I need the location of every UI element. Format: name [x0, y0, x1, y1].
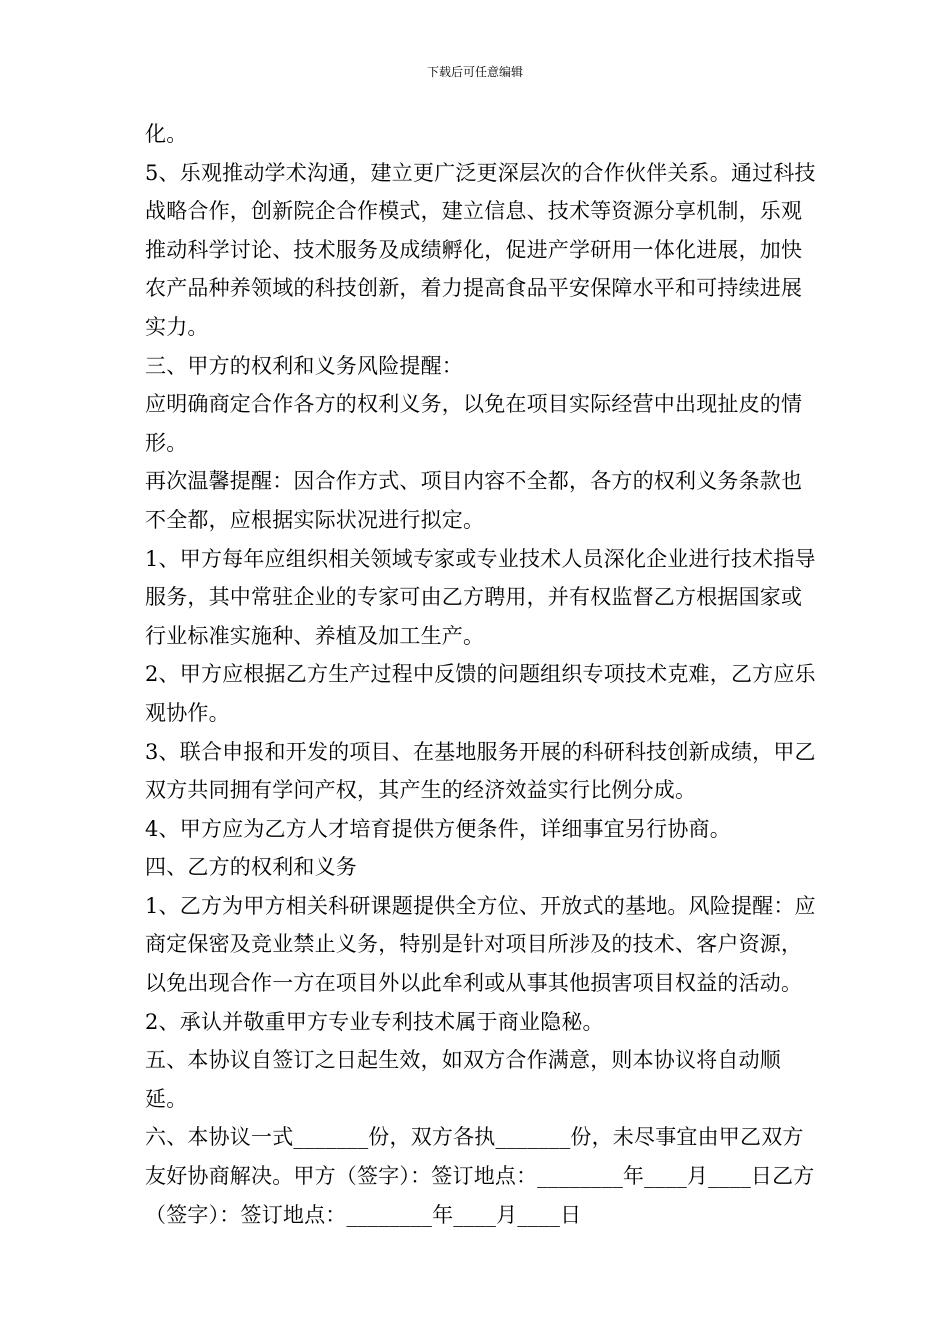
paragraph-risk-note: 应明确商定合作各方的权利义务，以免在项目实际经营中出现扯皮的情形。 [145, 392, 803, 455]
paragraph-party-a-item-3: 3、联合申报和开发的项目、在基地服务开展的科研科技创新成绩，甲乙双方共同拥有学问产权，其产生的经济效益实行比例分成。 [145, 739, 816, 803]
paragraph-party-b-item-2: 2、承认并敬重甲方专业专利技术属于商业隐秘。 [145, 1009, 604, 1034]
paragraph-item-5: 5、乐观推动学术沟通，建立更广泛更深层次的合作伙伴关系。通过科技战略合作，创新院企合作模式，建立信息、技术等资源分享机制，乐观推动科学讨论、技术服务及成绩孵化，促进产学研用一体化进展，加快农产品种养领域的科技创新，着力提高食品平安保障水平和可持续进展实力。 [145, 160, 816, 339]
section-heading-6-signature: 六、本协议一式_______份，双方各执_______份，未尽事宜由甲乙双方友好协商解决。甲方（签字）：签订地点：________年____月____日乙方（签字）：签订地点：________年____月____日 [145, 1125, 815, 1227]
section-heading-5: 五、本协议自签订之日起生效，如双方合作满意，则本协议将自动顺延。 [145, 1048, 781, 1111]
paragraph-party-a-item-4: 4、甲方应为乙方人才培育提供方便条件，详细事宜另行协商。 [145, 816, 731, 841]
paragraph-reminder: 再次温馨提醒：因合作方式、项目内容不全都，各方的权利义务条款也不全都，应根据实际状况进行拟定。 [145, 469, 803, 532]
section-heading-4: 四、乙方的权利和义务 [145, 855, 357, 880]
page-header: 下载后可任意编辑 [426, 65, 523, 79]
paragraph-party-a-item-2: 2、甲方应根据乙方生产过程中反馈的问题组织专项技术克难，乙方应乐观协作。 [145, 662, 816, 725]
paragraph-party-a-item-1: 1、甲方每年应组织相关领域专家或专业技术人员深化企业进行技术指导服务，其中常驻企业的专家可由乙方聘用，并有权监督乙方根据国家或行业标准实施种、养植及加工生产。 [145, 546, 816, 648]
paragraph-party-b-item-1: 1、乙方为甲方相关科研课题提供全方位、开放式的基地。风险提醒：应商定保密及竞业禁止义务，特别是针对项目所涉及的技术、客户资源，以免出现合作一方在项目外以此牟利或从事其他损害项目权益的活动。 [145, 893, 816, 996]
document-body [145, 115, 817, 1234]
paragraph-continuation: 化。 [145, 122, 188, 146]
section-heading-3: 三、甲方的权利和义务风险提醒： [145, 353, 463, 378]
